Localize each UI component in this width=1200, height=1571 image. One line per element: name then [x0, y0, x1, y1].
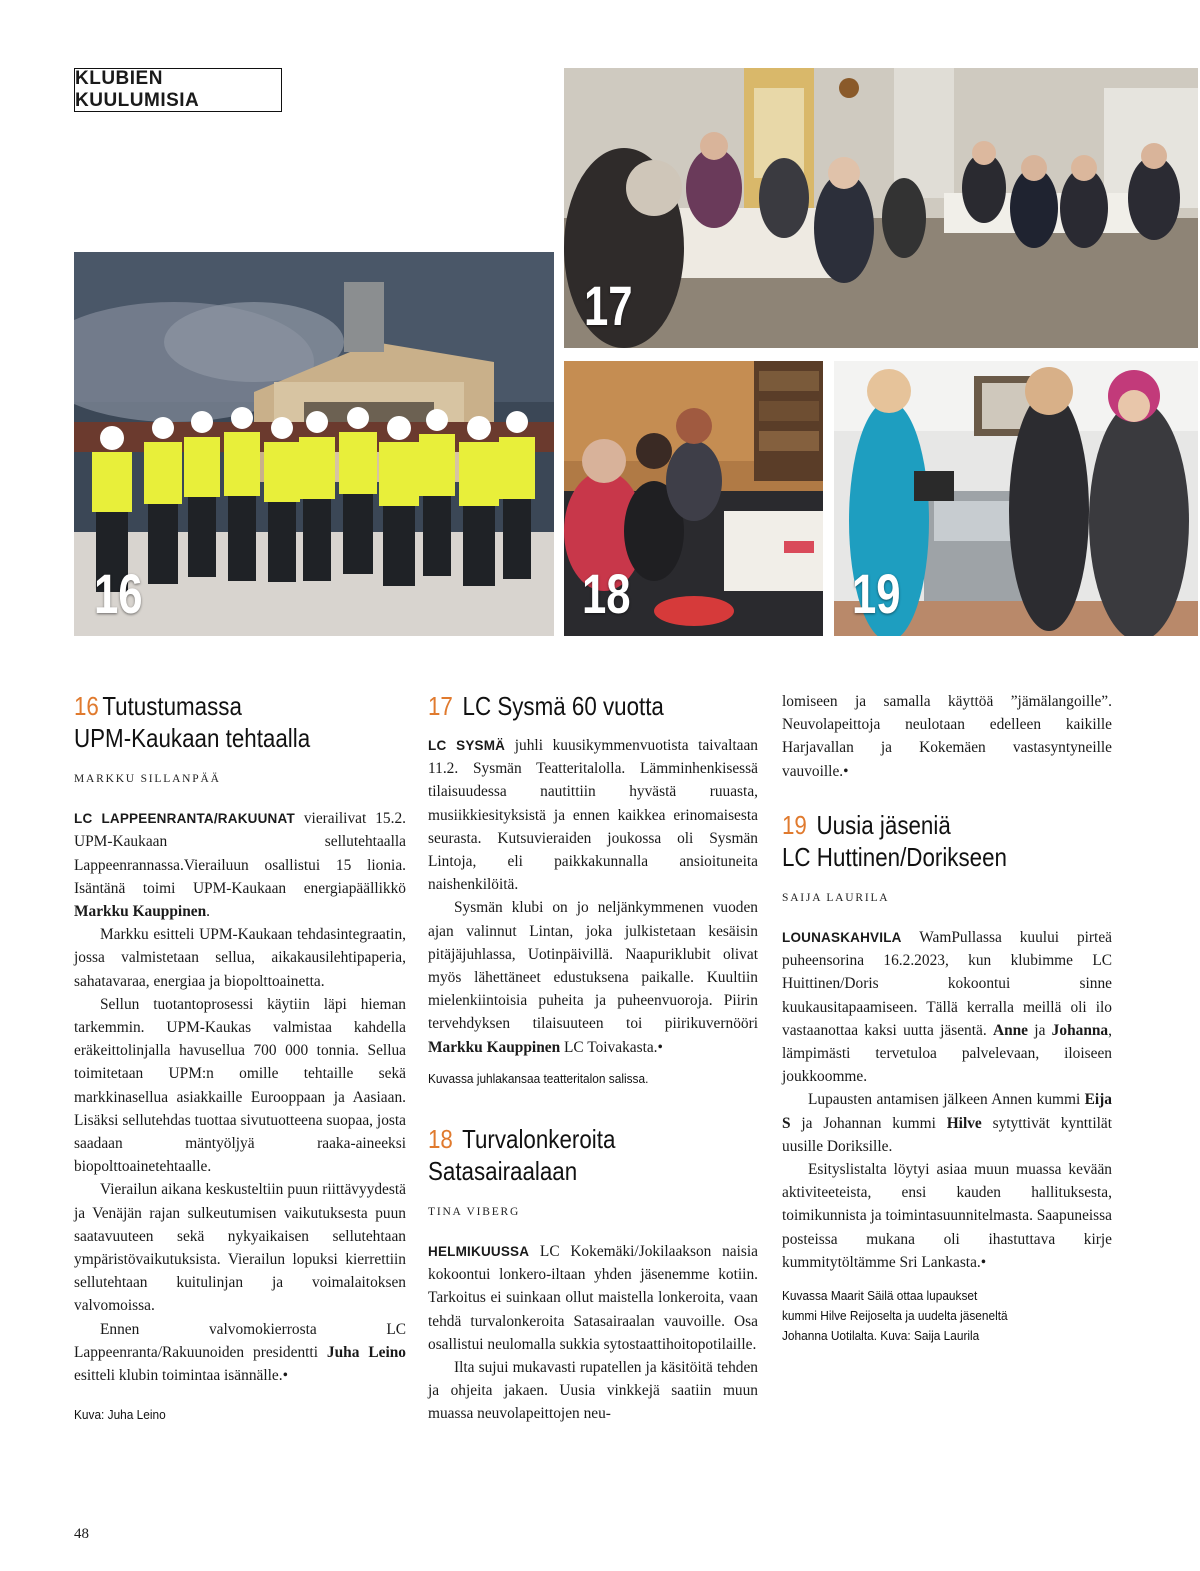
- banquet-illustration: [564, 68, 1198, 348]
- article-19-p1-text: WamPullassa kuului pirteä puheensorina 16.2.2023, kun klubimme LC Huittinen/Doris kokoontui sinne kuukausitapaamiseen. Tällä kerralla meillä oli ilo vastaanottaa kaksi uutta jäsentä.: [782, 929, 1112, 1039]
- article-18-title-line2: Satasairaalaan: [428, 1155, 578, 1186]
- article-16-byline: MARKKU SILLANPÄÄ: [74, 773, 221, 785]
- article-16-paragraph-5: [74, 1318, 406, 1388]
- article-17-lead: LC SYSMÄ: [428, 738, 506, 753]
- article-18-paragraph-2: Ilta sujui mukavasti rupatellen ja käsitöitä tehden ja ohjeita jakaen. Uusia vinkkejä saatiin muun muassa neuvolapeittojen neu-: [428, 1359, 758, 1423]
- photo-18-knitting: [564, 361, 823, 636]
- photo-16-factory: [74, 252, 554, 636]
- article-17-headline: [428, 690, 757, 722]
- article-17-number: 17: [428, 691, 453, 721]
- article-16-paragraph-1: [74, 807, 406, 923]
- article-16-headline: [74, 690, 405, 754]
- article-18-cont-and-19: [782, 690, 1112, 1346]
- page-number: 48: [74, 1526, 89, 1542]
- article-16-title-line2: UPM-Kaukaan tehtaalla: [74, 723, 311, 753]
- photo-number-17: 17: [584, 274, 633, 337]
- article-17-paragraph-2: [428, 896, 758, 1058]
- article-16-title-line1: Tutustumassa: [102, 691, 242, 721]
- article-17-end-mark: •: [657, 1038, 663, 1056]
- article-19-number: 19: [782, 809, 807, 840]
- article-18-lead: HELMIKUUSSA: [428, 1244, 530, 1260]
- section-tag: KLUBIEN KUULUMISIA: [74, 68, 282, 112]
- article-16: [74, 690, 406, 1425]
- article-17-paragraph-1: [428, 734, 758, 896]
- article-17-and-18: [428, 690, 758, 1426]
- article-19-p2-end: sytyttivät kynttilät uusille Doriksille.: [782, 1114, 1112, 1155]
- article-19-headline: [782, 809, 1111, 873]
- article-19-name-johanna: Johanna: [1051, 1021, 1109, 1039]
- article-19-title-line1: Uusia jäseniä: [816, 809, 951, 840]
- article-16-name-juha: Juha Leino: [326, 1343, 406, 1361]
- article-18-end-mark: •: [843, 762, 849, 780]
- article-16-paragraph-2: Markku esitteli UPM-Kaukaan tehdasintegraatin, jossa valmistetaan sellua, aikakausilehtipaperia, sahatavaraa, energiaa ja biopolttoainetta.: [74, 926, 406, 990]
- article-18-continuation: [782, 690, 1112, 783]
- article-19-paragraph-1: [782, 926, 1112, 1088]
- article-19-caption-line3: Johanna Uotilalta. Kuva: Saija Laurila: [782, 1328, 980, 1344]
- article-16-paragraph-4: Vierailun aikana keskusteltiin puun riittävyydestä ja Venäjän rajan sulkeutumisen vaikutuksesta puun saatavuuteen sekä nykyaikaisen sellutehtaan ympäristövaikutuksista. Vierailun lopuksi kierrettiin sellutehtaan kuitulinjan ja voimalaitoksen valvomoissa.: [74, 1181, 406, 1315]
- article-19-name-eija: Eija S: [782, 1091, 1112, 1132]
- article-19-p1-end: , lämpimästi tervetuloa palvelevaan, iloiseen joukkoomme.: [782, 1021, 1112, 1086]
- article-16-p1-text: vierailivat 15.2. UPM-Kaukaan sellutehtaalla Lappeenrannassa.Vierailuun osallistui 15 lionia. Isäntänä toimi UPM-Kaukaan energiapäällikkö: [74, 810, 406, 897]
- article-19-caption-line1: Kuvassa Maarit Säilä ottaa lupaukset: [782, 1288, 978, 1304]
- article-17-p1-text: juhli kuusikymmenvuotista taivaltaan 11.2. Sysmän Teatteritalolla. Lämminhenkisessä tilaisuudessa nautittiin hyvästä ruuasta, musiikkiesityksistä ja ennen kaikkea erinomaisesta seurasta. Kutsuvieraiden joukossa oli Sysmän Lintoja, eli paikkakunnalla ansioituneita naishenkilöitä.: [428, 737, 758, 894]
- article-19-paragraph-2: [782, 1088, 1112, 1158]
- article-19-p2-mid: ja Johannan kummi: [790, 1114, 947, 1132]
- article-16-p5-end: esitteli klubin toimintaa isännälle.: [74, 1367, 283, 1385]
- article-18-byline: TINA VIBERG: [428, 1205, 521, 1218]
- article-19-byline: SAIJA LAURILA: [782, 891, 890, 904]
- article-17-title: LC Sysmä 60 vuotta: [462, 691, 664, 721]
- photo-17-banquet: [564, 68, 1198, 348]
- article-18-p2-cont: lomiseen ja samalla käyttöä ”jämälangoille”. Neuvolapeittoja neulotaan edelleen kaikille Harjavallan ja Kokemäen vastasyntyneille vauvoille.: [782, 693, 1112, 780]
- article-16-p5-text: Ennen valvomokierrosta LC Lappeenranta/Rakuunoiden presidentti: [74, 1320, 406, 1361]
- article-16-paragraph-3: Sellun tuotantoprosessi käytiin läpi hieman tarkemmin. UPM-Kaukas valmistaa kahdella eräkeittolinjalla havusellua 700 000 tonnia. Sellua toimitetaan UPM:n omille tehtaille sekä markkinasellua asiakkaille Eurooppaan ja Aasiaan. Lisäksi sellutehdas tuottaa sivutuotteena suopaa, josta saadaan mäntyöljyä raaka-aineeksi biopolttoainetehtaalle.: [74, 995, 406, 1176]
- article-16-p1-end: .: [206, 903, 211, 921]
- factory-illustration: [74, 252, 554, 636]
- photo-number-16: 16: [94, 562, 143, 625]
- article-18-number: 18: [428, 1123, 453, 1154]
- article-17-caption: Kuvassa juhlakansaa teatteritalon salissa.: [428, 1070, 649, 1086]
- photo-19-new-members: [834, 361, 1198, 636]
- photo-number-18: 18: [582, 562, 631, 625]
- article-18-title-line1: Turvalonkeroita: [462, 1123, 616, 1154]
- article-19-lead: LOUNASKAHVILA: [782, 930, 902, 946]
- article-17-name-markku: Markku Kauppinen: [428, 1038, 561, 1056]
- article-19-caption-line2: kummi Hilve Reijoselta ja uudelta jäseneltä: [782, 1308, 1008, 1324]
- article-19-end-mark: •: [980, 1253, 987, 1271]
- article-18-paragraph-1: [428, 1240, 758, 1356]
- article-19-caption: [782, 1286, 1109, 1346]
- article-16-name-markku: Markku Kauppinen: [74, 903, 207, 921]
- article-19-title-line2: LC Huttinen/Dorikseen: [782, 841, 1007, 872]
- article-16-lead: LC LAPPEENRANTA/RAKUUNAT: [74, 811, 295, 827]
- article-19-paragraph-3: [782, 1158, 1112, 1274]
- article-19-name-anne: Anne: [992, 1021, 1029, 1039]
- article-19-name-hilve: Hilve: [946, 1114, 982, 1132]
- article-19-p3-text: Esityslistalta löytyi asiaa muun muassa kevään aktiviteeteista, ensi kauden hallituksesta, toimikunnista ja toimintasuunnitelmasta. Saapuneissa posteissa mukana oli ihastuttava kirje kummitytöltämme Sri Lankasta.: [782, 1161, 1112, 1271]
- article-19-p1-and: ja: [1028, 1021, 1052, 1039]
- article-16-end-mark: •: [282, 1367, 288, 1385]
- article-16-caption: Kuva: Juha Leino: [74, 1407, 166, 1423]
- article-17-p2-end: LC Toivakasta.: [560, 1038, 658, 1056]
- article-18-p2-text: Ilta sujui mukavasti rupatellen ja käsitöitä tehden ja ohjeita jakaen. Uusia vinkkejä saatiin muun muassa neuvolapeittojen neu: [428, 1359, 758, 1423]
- article-17-p2-text: Sysmän klubi on jo neljänkymmenen vuoden ajan valinnut Lintan, joka julkistetaan kesäisin pitäjäjuhlassa, Uotinpäivillä. Naapuriklubit olivat myös lähettäneet edustuksena paikalle. Kuultiin mielenkiintoisia puheita ja puheenvuoroja. Piirin tervehdyksen tilaisuuteen toi piirikuvernööri: [428, 899, 758, 1033]
- article-19-p2-text: Lupausten antamisen jälkeen Annen kummi: [808, 1091, 1085, 1109]
- article-18-headline: [428, 1123, 757, 1187]
- article-18-p1-text: LC Kokemäki/Jokilaakson naisia kokoontui lonkero-iltaan yhden jäsenemme kotiin. Tarkoitus ei suinkaan ollut maistella lonkeroita, vaan tehdä turvalonkeroita Satasairaalan vauvoille. Osa osallistui neulomalla sukkia sytostaattihoitopotilaille.: [428, 1243, 758, 1353]
- article-16-number: 16: [74, 691, 99, 721]
- photo-number-19: 19: [852, 562, 901, 625]
